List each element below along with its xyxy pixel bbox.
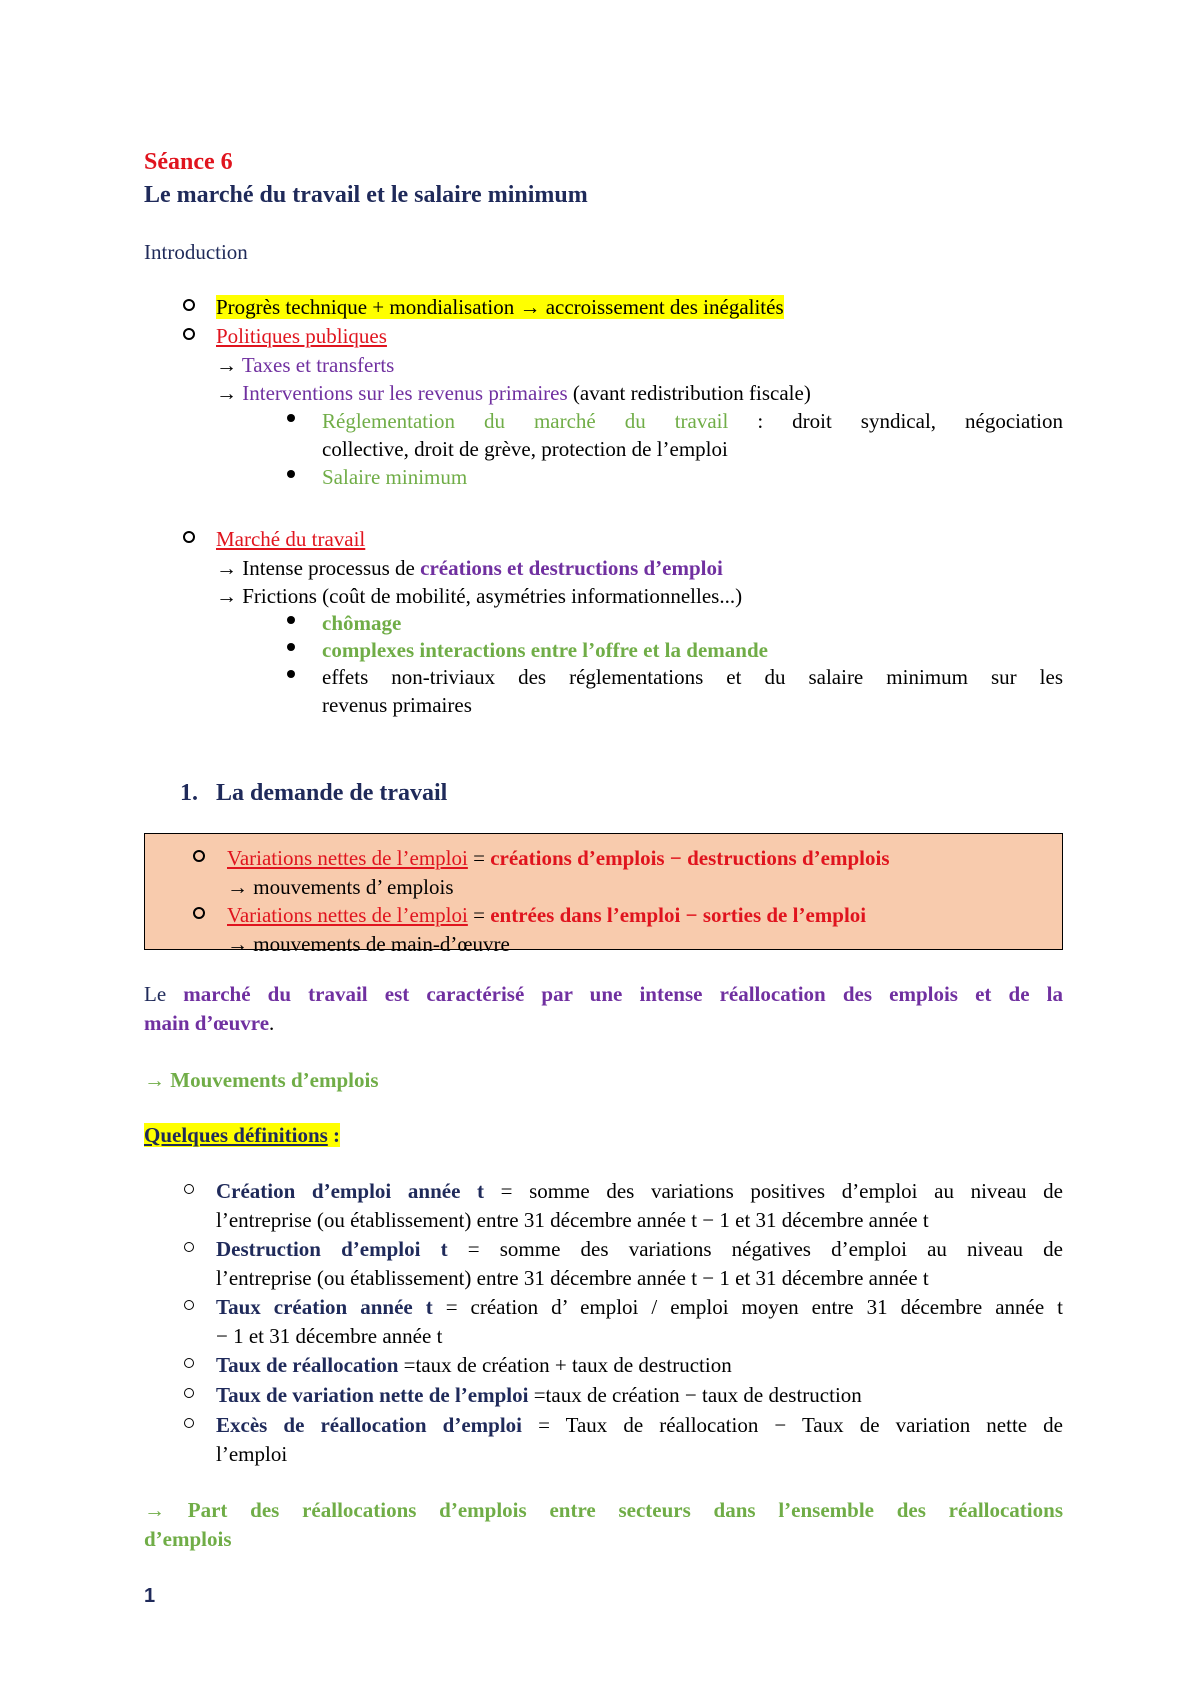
mouvements-emplois: → Mouvements d’emplois — [144, 1068, 379, 1092]
intro-item-3-sub-1: → Intense processus de créations et destructions d’emploi — [216, 556, 723, 580]
circle-bullet-icon — [193, 850, 205, 862]
section-title: La demande de travail — [216, 780, 448, 806]
intro-item-3-sub-2: → Frictions (coût de mobilité, asymétries informationnelles...) — [216, 584, 743, 608]
circle-bullet-icon — [184, 1242, 194, 1252]
arrow-icon: → — [216, 353, 237, 377]
circle-bullet-icon — [184, 1300, 194, 1310]
bullet-icon — [287, 643, 295, 651]
intro-bullet-effets-line1: effets non-triviaux des réglementations et du salaire minimum sur les — [322, 665, 1063, 689]
part-reallocations-line1: → Part des réallocations d’emplois entre secteurs dans l’ensemble des réallocations — [144, 1498, 1063, 1522]
definitions-heading: Quelques définitions : — [144, 1123, 341, 1147]
part-reallocations-line2: d’emplois — [144, 1527, 232, 1551]
arrow-icon: → — [216, 556, 237, 580]
page-number: 1 — [144, 1585, 156, 1607]
intro-bullet-chomage: chômage — [322, 611, 402, 635]
circle-bullet-icon — [184, 1418, 194, 1428]
circle-bullet-icon — [184, 1184, 194, 1194]
circle-bullet-icon — [183, 328, 195, 340]
intro-item-2-sub-1: → Taxes et transferts — [216, 353, 395, 377]
paragraph-line2: main d’œuvre. — [144, 1011, 275, 1035]
arrow-icon: → — [216, 381, 237, 405]
circle-bullet-icon — [193, 907, 205, 919]
bullet-icon — [287, 414, 295, 422]
arrow-icon: → — [227, 875, 248, 899]
circle-bullet-icon — [183, 531, 195, 543]
paragraph-line1: Le marché du travail est caractérisé par une intense réallocation des emplois et de la — [144, 982, 1063, 1006]
definition-3-line1: Taux création année t = création d’ emploi / emploi moyen entre 31 décembre année t — [216, 1295, 1063, 1319]
callout-row-2: Variations nettes de l’emploi = entrées dans l’emploi − sorties de l’emploi — [227, 903, 867, 927]
bullet-icon — [287, 470, 295, 478]
bullet-icon — [287, 670, 295, 678]
definition-6-line1: Excès de réallocation d’emploi = Taux de réallocation − Taux de variation nette de — [216, 1413, 1063, 1437]
definition-4: Taux de réallocation =taux de création + taux de destruction — [216, 1353, 732, 1377]
intro-bullet-reglementation-line2: collective, droit de grève, protection de l’emploi — [322, 437, 728, 461]
session-label: Séance 6 — [144, 149, 233, 175]
definition-3-line2: − 1 et 31 décembre année t — [216, 1324, 443, 1348]
callout-row-1-sub: → mouvements d’ emplois — [227, 875, 454, 899]
arrow-icon: → — [144, 1068, 165, 1092]
intro-item-1: Progrès technique + mondialisation → accroissement des inégalités — [216, 295, 784, 319]
section-number: 1. — [180, 780, 198, 806]
definition-6-line2: l’emploi — [216, 1442, 288, 1466]
intro-bullet-effets-line2: revenus primaires — [322, 693, 472, 717]
intro-bullet-salaire-minimum: Salaire minimum — [322, 465, 468, 489]
document-title: Le marché du travail et le salaire minimum — [144, 182, 588, 208]
definition-2-line1: Destruction d’emploi t = somme des variations négatives d’emploi au niveau de — [216, 1237, 1063, 1261]
definition-1-line1: Création d’emploi année t = somme des variations positives d’emploi au niveau de — [216, 1179, 1063, 1203]
callout-row-2-sub: → mouvements de main-d’œuvre — [227, 932, 510, 956]
circle-bullet-icon — [183, 299, 195, 311]
arrow-icon: → — [519, 295, 541, 319]
definition-1-line2: l’entreprise (ou établissement) entre 31 décembre année t − 1 et 31 décembre année t — [216, 1208, 929, 1232]
intro-heading: Introduction — [144, 240, 248, 264]
intro-bullet-reglementation-line1: Réglementation du marché du travail : droit syndical, négociation — [322, 409, 1063, 433]
arrow-icon: → — [144, 1498, 165, 1522]
intro-item-2-title: Politiques publiques — [216, 324, 387, 348]
intro-item-2-sub-2: → Interventions sur les revenus primaires (avant redistribution fiscale) — [216, 381, 811, 405]
arrow-icon: → — [216, 584, 237, 608]
callout-row-1: Variations nettes de l’emploi = créations d’emplois − destructions d’emplois — [227, 846, 890, 870]
definition-2-line2: l’entreprise (ou établissement) entre 31 décembre année t − 1 et 31 décembre année t — [216, 1266, 929, 1290]
bullet-icon — [287, 616, 295, 624]
definition-5: Taux de variation nette de l’emploi =taux de création − taux de destruction — [216, 1383, 862, 1407]
circle-bullet-icon — [184, 1358, 194, 1368]
intro-bullet-interactions: complexes interactions entre l’offre et la demande — [322, 638, 768, 662]
arrow-icon: → — [227, 932, 248, 956]
intro-item-3-title: Marché du travail — [216, 527, 366, 551]
circle-bullet-icon — [184, 1388, 194, 1398]
